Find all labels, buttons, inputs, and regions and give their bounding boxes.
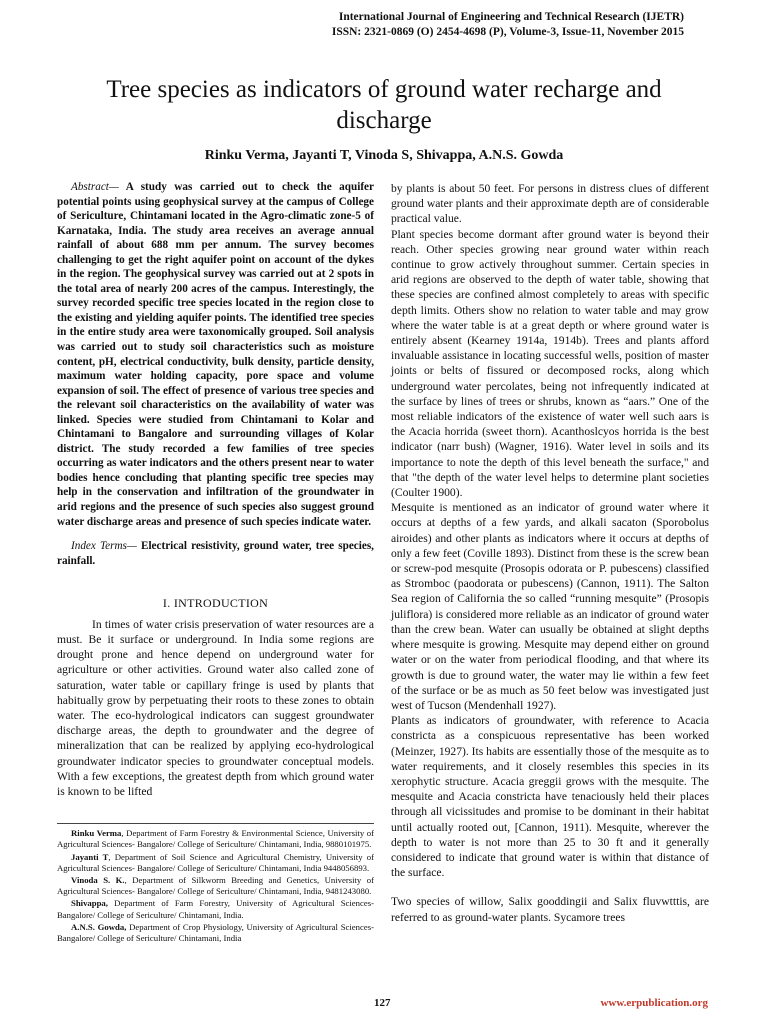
- page-number: 127: [374, 997, 391, 1009]
- body-paragraph: Plants as indicators of groundwater, with reference to Acacia constricta as a conspicuous representative has been worked (Meinzer, 1927). Its habits are essentially those of the mesquite as to water requirements, and it closely resembles this species in its xerophytic structure. Acacia greggii grows with the mesquite. The mesquite and Acacia constricta have tenaciously held their places through all vicissitudes and promise to be dominant in their habitat until actually rooted out, [Cannon, 1911). Mesquite, wherever the depth to water is not more than 25 to 30 ft and it generally considered to indicate that ground water is within that distance of the surface.: [391, 714, 709, 880]
- footnote-author-affiliation: , Department of Soil Science and Agricultural Chemistry, University of Agricultural Sciences- Bangalore/ College of Sericulture/ Chintamani, India 9448056893.: [57, 851, 374, 873]
- abstract: [57, 180, 374, 529]
- introduction-paragraph: In times of water crisis preservation of water resources are a must. Be it surface or underground. In India some regions are drought prone and hence depend on underground water for agriculture or other activities. Ground water also called zone of saturation, water table or capillary fringe is used by plants that habitually grow by perpetuating their roots to these zones to obtain water. The eco-hydrological indicators can suggest groundwater discharge areas, the depth to groundwater and the degree of mineralization that can be realized by applying eco-hydrological groundwater indicator species to groundwater conceptual models. With a few exceptions, the greatest depth from which ground water is known to be lifted: [57, 617, 374, 798]
- journal-header: [124, 10, 684, 40]
- section-heading-introduction: I. INTRODUCTION: [162, 596, 269, 611]
- footnote-author-4: [57, 898, 374, 920]
- footnote-author-name: Jayanti T: [71, 851, 109, 862]
- abstract-text: A study was carried out to check the aquifer potential points using geophysical survey at the campus of College of Sericulture, Chintamani located in the Agro-climatic zone-5 of Karnataka, India. The study area receives an average annual rainfall of about 688 mm per annum. The survey becomes challenging to get the right aquifer point on account of the dykes in the region. The geophysical survey was carried out at 2 spots in the total area of nearly 200 acres of the campus. Interestingly, the survey recorded specific tree species located in the region close to the existing and yielding aquifer points. The identified tree species in the entire study area were taxonomically grouped. Soil analysis was carried out to study soil characteristics such as moisture content, pH, electrical conductivity, bulk density, particle density, maximum water holding capacity, pore space and volume expansion of soil. The effect of presence of various tree species and the relevant soil characteristics on the availability of water was linked. Species were studied from Chintamani to Kolar and Chintamani to Bangalore and surrounding villages of Kolar district. The study recorded a few families of tree species occurring as water indicators and the others present near to water bodies hence concluding that planting specific tree species may help in the conservation and infiltration of the groundwater in arid regions and the presence of such species also suggest ground water discharge areas and presence of such species indicate water.: [57, 181, 374, 528]
- body-paragraph: Mesquite is mentioned as an indicator of ground water where it occurs at depths of a few yards, and alkali sacaton (Sporobolus airoides) and other plants as indicators where it occurs at depths of only a few feet (Coville 1893). Distinct from these is the screw bean or screw-pod mesquite (Prosopis odorata or P. pubescens) classified as Stromboc (paodorata or pubescens) (Cannon, 1911). The Salton Sea region of California the so called “running mesquite” (Prosopis juliflora) is considered more reliable as an indicator of ground water than the crew bean. Water can usually be obtained at slight depths where mesquite is growing. Mesquite may depend either on ground water or on the water from periodical flooding, and that where its growth is due to ground water, the water may lie within a few feet of the surface or be as much as 50 feet below was investigated just west of Tucson (Mendenhall 1927).: [391, 501, 709, 712]
- footnote-author-affiliation: , Department of Silkworm Breeding and Genetics, University of Agricultural Sciences- Bangalore/ College of Sericulture/ Chintamani, India, 9481243080.: [57, 875, 374, 897]
- footnote-author-affiliation: , Department of Farm Forestry & Environmental Science, University of Agricultural Sciences- Bangalore/ College of Sericulture/ Chintamani, India, 9880101975.: [57, 828, 374, 850]
- index-terms: [57, 539, 374, 568]
- left-column: [57, 180, 374, 945]
- journal-name: International Journal of Engineering and Technical Research (IJETR): [338, 11, 684, 23]
- body-paragraph: Two species of willow, Salix gooddingii and Salix fluvwtttis, are referred to as ground-water plants. Sycamore trees: [391, 895, 709, 924]
- index-terms-label: Index Terms—: [71, 540, 137, 553]
- footnote-author-name: Rinku Verma: [71, 828, 122, 839]
- footnote-author-affiliation: Department of Crop Physiology, University of Agricultural Sciences- Bangalore/ College of Sericulture/ Chintamani, India: [57, 921, 374, 944]
- footnote-author-1: [57, 828, 374, 850]
- body-paragraph: Plant species become dormant after ground water is beyond their reach. Other species growing near ground water within reach continue to grow actively throughout summer. Certain species in arid regions are observed to the depth of water table, showing that these species are confined almost completely to areas with specific depth limits. Others show no relation to water table and may grow where the water table is at a great depth or where ground water is entirely absent (Kearney 1914a, 1914b). Trees and plants afford invaluable assistance in locating successful wells, position of master joints or belts of fissured or decomposed rocks, along which underground water percolates, being not infrequently indicated at the surface by lines of trees or shrubs, known as “aars.” One of the most reliable indicators of the existence of water well such aars is the Acacia horrida (sweet thorn). Acanthoslcyos horrida is the best indicator (narr bush) (Wagner, 1916). Water level in soils and its importance to note the depth of this level beneath the surface," and that "the depth of the water level helps to determine plant societies (Coulter 1900).: [391, 227, 709, 500]
- publisher-url[interactable]: www.erpublication.org: [600, 997, 708, 1009]
- footnote-divider: [57, 823, 374, 824]
- body-paragraph: by plants is about 50 feet. For persons in distress clues of different ground water plants and their approximate depth are of considerable practical value.: [391, 182, 709, 226]
- paper-title: Tree species as indicators of ground water recharge and discharge: [106, 76, 662, 134]
- right-column: [391, 181, 709, 925]
- abstract-label: Abstract—: [71, 181, 119, 193]
- footnote-author-3: [57, 875, 374, 897]
- index-terms-text: Electrical resistivity, ground water, tree species, rainfall.: [57, 540, 374, 567]
- footnote-author-name: A.N.S. Gowda,: [71, 921, 127, 932]
- footnote-author-name: Vinoda S. K.: [71, 875, 125, 886]
- footnote-author-affiliation: Department of Farm Forestry, University of Agricultural Sciences- Bangalore/ College of Sericulture/ Chintamani, India.: [57, 898, 374, 920]
- paper-authors: Rinku Verma, Jayanti T, Vinoda S, Shivappa, A.N.S. Gowda: [204, 148, 564, 163]
- footnote-author-name: Shivappa,: [71, 898, 108, 909]
- footnote-author-2: [57, 852, 374, 874]
- paragraph-gap: [391, 880, 709, 894]
- footnote-author-5: [57, 922, 374, 944]
- journal-issn: ISSN: 2321-0869 (O) 2454-4698 (P), Volume-3, Issue-11, November 2015: [331, 26, 684, 38]
